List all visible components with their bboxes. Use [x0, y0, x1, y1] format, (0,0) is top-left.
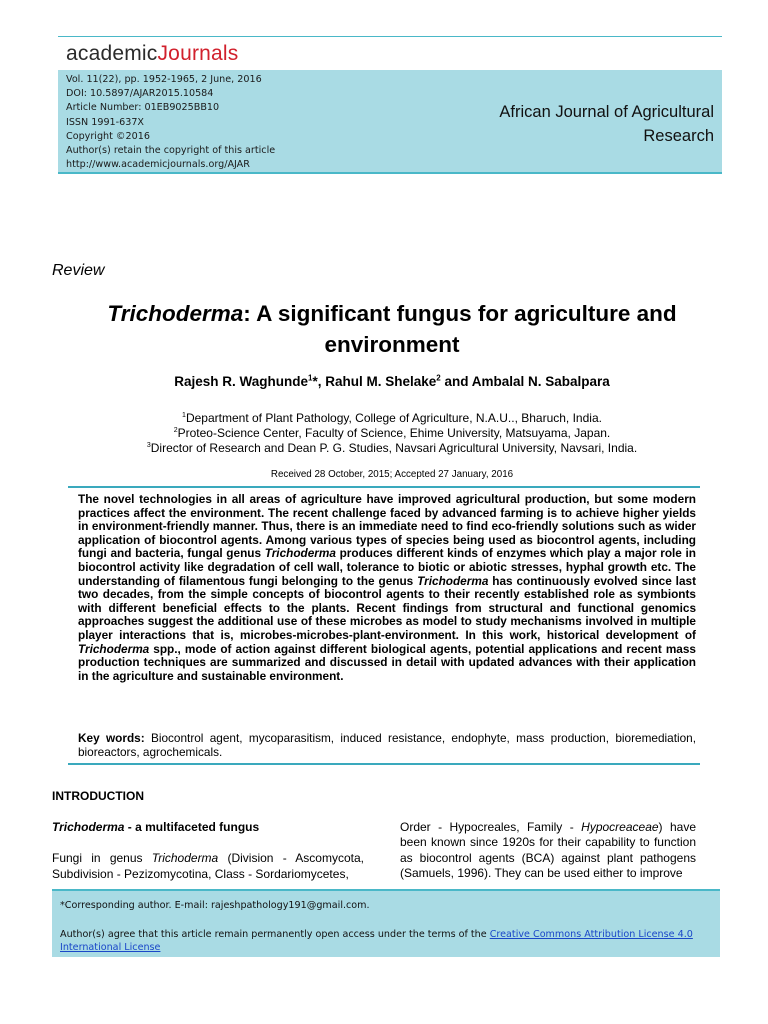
abstract-part-2: produces different kinds of enzymes which play a major role in biocontrol activity like degradation of cell wall, tolerance to biotic or abiotic stresses, hyphal growth etc. The understanding of filamentous fungi belonging to the genus — [78, 546, 696, 588]
author-list — [40, 374, 744, 389]
article-info-header — [58, 70, 722, 174]
title-rest: : A significant fungus for agriculture and — [243, 301, 677, 326]
abstract-genus-2: Trichoderma — [417, 573, 489, 588]
affiliation-1-text: Department of Plant Pathology, College of Agriculture, N.A.U.., Bharuch, India. — [185, 411, 602, 425]
author-2: Rahul M. Shelake — [325, 374, 437, 389]
paper-title — [40, 298, 744, 360]
body-column-left — [52, 820, 364, 882]
received-dates: Received 28 October, 2015; Accepted 27 January, 2016 — [270, 469, 514, 480]
doi: DOI: 10.5897/AJAR2015.10584 — [66, 88, 214, 100]
abstract-part-3: has continuously evolved since last two decades, from the simple concepts of biocontrol agents to their recently established role as symbionts with different beneficial effects to the plants. Recent findings from structural and functional genomics approaches suggest the additional use of these microbes as model to study mechanisms involved in multiple player interactions that is, microbes-microbes-plant-environment. In this work, historical development of — [78, 573, 697, 642]
author-1-corresponding: *, — [312, 374, 326, 389]
copyright: Copyright ©2016 — [66, 130, 150, 142]
article-metadata — [66, 73, 275, 172]
keywords — [78, 732, 696, 759]
left-text-1: Fungi in genus — [52, 851, 152, 866]
keywords-label: Key words: — [78, 731, 145, 745]
keywords-list: Biocontrol agent, mycoparasitism, induced resistance, endophyte, mass production, bioremediation, bioreactors, agrochemicals. — [78, 731, 696, 759]
license-link[interactable]: Creative Commons Attribution License 4.0 International License — [60, 929, 693, 953]
article-type: Review — [52, 262, 105, 279]
affiliation-1 — [40, 411, 744, 426]
affiliation-1-number: 1 — [182, 412, 186, 419]
affiliation-3-number: 3 — [146, 442, 151, 449]
journal-url[interactable]: http://www.academicjournals.org/AJAR — [66, 159, 250, 171]
footer-notes — [52, 889, 720, 957]
top-rule — [58, 36, 722, 37]
license-text: Author(s) agree that this article remain permanently open access under the terms of the — [60, 929, 490, 940]
copyright-retain: Author(s) retain the copyright of this article — [66, 145, 276, 157]
abstract-part-4: spp., mode of action against different biological agents, potential applications and recent mass production techniques are summarized and discussed in detail with updated advances with their application in the agriculture and sustainable environment. — [78, 641, 696, 683]
logo-academic: academic — [66, 42, 158, 65]
author-2-affil: 2 — [436, 373, 441, 383]
journal-name-line1: African Journal of Agricultural — [499, 103, 714, 121]
affiliations — [40, 411, 744, 456]
logo-journals: Journals — [157, 42, 239, 65]
title-genus: Trichoderma — [107, 301, 244, 326]
left-genus: Trichoderma — [151, 851, 219, 866]
volume-info: Vol. 11(22), pp. 1952-1965, 2 June, 2016 — [66, 74, 262, 85]
introduction-heading: INTRODUCTION — [52, 789, 144, 803]
left-paragraph — [52, 851, 364, 882]
affiliation-2 — [40, 426, 744, 441]
subheading-rest: - a multifaceted fungus — [124, 820, 260, 834]
right-text-2: ) have been known since 1920s for their capability to function as biocontrol agents (BCA) against plant pathogens (Samuels, 1996). They can be used either to improve — [400, 820, 696, 881]
journal-name — [499, 100, 714, 148]
abstract-genus-1: Trichoderma — [264, 546, 336, 561]
section-subheading — [52, 820, 364, 835]
left-text-2: (Division - Ascomycota, Subdivision - Pezizomycotina, Class - Sordariomycetes, — [52, 851, 364, 881]
abstract-box — [68, 486, 700, 765]
right-family: Hypocreaceae — [581, 820, 659, 834]
body-column-right — [400, 820, 696, 882]
license-statement — [60, 928, 710, 954]
article-number: Article Number: 01EB9025BB10 — [66, 102, 220, 114]
abstract-part-1: The novel technologies in all areas of agriculture have improved agricultural production, but some modern practices affect the environment. The recent challenge faced by advanced farming is to achieve higher yields in environment-friendly manner. Thus, there is an immediate need to find eco-friendly solutions such as wider application of biocontrol agents. Among various types of species being used as biocontrol agents, including fungi and bacteria, fungal genus — [78, 492, 696, 561]
author-1-affil: 1 — [307, 373, 313, 383]
subheading-genus: Trichoderma — [52, 820, 125, 834]
affiliation-2-number: 2 — [173, 427, 178, 434]
academic-journals-logo — [66, 42, 238, 66]
journal-name-line2: Research — [643, 127, 714, 145]
author-3: and Ambalal N. Sabalpara — [440, 374, 610, 389]
issn: ISSN 1991-637X — [66, 116, 144, 128]
abstract-text — [78, 493, 696, 683]
author-1: Rajesh R. Waghunde — [174, 374, 308, 389]
corresponding-author: *Corresponding author. E-mail: rajeshpathology191@gmail.com. — [60, 900, 370, 911]
affiliation-3-text: Director of Research and Dean P. G. Studies, Navsari Agricultural University, Navsari, India. — [150, 441, 638, 455]
affiliation-2-text: Proteo-Science Center, Faculty of Science, Ehime University, Matsuyama, Japan. — [177, 426, 611, 440]
abstract-genus-3: Trichoderma — [78, 641, 150, 656]
right-text-1: Order - Hypocreales, Family - — [400, 820, 582, 834]
title-line2: environment — [324, 332, 460, 357]
affiliation-3 — [40, 441, 744, 456]
